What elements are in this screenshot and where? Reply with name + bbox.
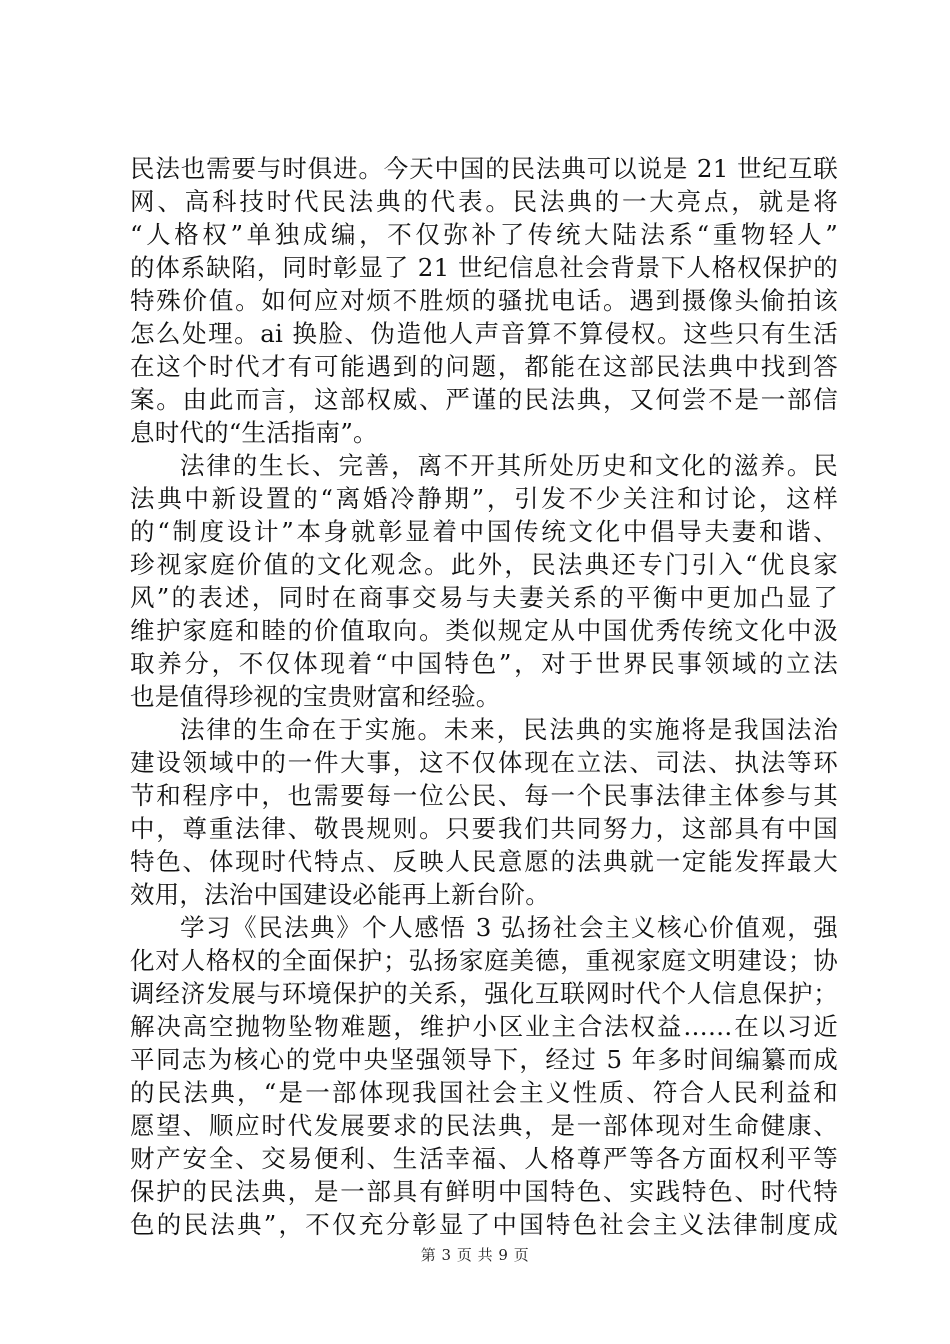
text-line: 案。由此而言，这部权威、严谨的民法典，又何尝不是一部信 xyxy=(130,385,838,414)
text-line: 特殊价值。如何应对烦不胜烦的骚扰电话。遇到摄像头偷拍该 xyxy=(130,286,838,315)
paragraph-start-line: 法律的生命在于实施。未来，民法典的实施将是我国法治 xyxy=(180,715,838,744)
text-line: 特色、体现时代特点、反映人民意愿的法典就一定能发挥最大 xyxy=(130,847,838,876)
text-line: 效用，法治中国建设必能再上新台阶。 xyxy=(130,880,550,909)
text-line: 调经济发展与环境保护的关系，强化互联网时代个人信息保护； xyxy=(130,979,838,1008)
text-line: 解决高空抛物坠物难题，维护小区业主合法权益……在以习近 xyxy=(130,1012,838,1041)
paragraph-start-line: 学习《民法典》个人感悟 3 弘扬社会主义核心价值观，强 xyxy=(180,913,838,942)
text-line: 的“制度设计”本身就彰显着中国传统文化中倡导夫妻和谐、 xyxy=(130,517,838,546)
text-line: 中，尊重法律、敬畏规则。只要我们共同努力，这部具有中国 xyxy=(130,814,838,843)
text-line: 平同志为核心的党中央坚强领导下，经过 5 年多时间编纂而成 xyxy=(130,1045,838,1074)
text-line: 的体系缺陷，同时彰显了 21 世纪信息社会背景下人格权保护的 xyxy=(130,253,838,282)
text-line: 维护家庭和睦的价值取向。类似规定从中国优秀传统文化中汲 xyxy=(130,616,838,645)
text-line: 建设领域中的一件大事，这不仅体现在立法、司法、执法等环 xyxy=(130,748,838,777)
text-line: 法典中新设置的“离婚冷静期”，引发不少关注和讨论，这样 xyxy=(130,484,838,513)
text-line: 财产安全、交易便利、生活幸福、人格尊严等各方面权利平等 xyxy=(130,1144,838,1173)
text-line: 化对人格权的全面保护；弘扬家庭美德，重视家庭文明建设；协 xyxy=(130,946,838,975)
page-number-footer: 第 3 页 共 9 页 xyxy=(420,1246,530,1264)
text-line: 珍视家庭价值的文化观念。此外，民法典还专门引入“优良家 xyxy=(130,550,838,579)
text-line: 民法也需要与时俱进。今天中国的民法典可以说是 21 世纪互联 xyxy=(130,154,838,183)
text-line: 保护的民法典，是一部具有鲜明中国特色、实践特色、时代特 xyxy=(130,1177,838,1206)
text-line: 也是值得珍视的宝贵财富和经验。 xyxy=(130,682,501,711)
text-line: 风”的表述，同时在商事交易与夫妻关系的平衡中更加凸显了 xyxy=(130,583,838,612)
text-line: “人格权”单独成编，不仅弥补了传统大陆法系“重物轻人” xyxy=(130,220,838,249)
text-line: 怎么处理。ai 换脸、伪造他人声音算不算侵权。这些只有生活 xyxy=(130,319,838,348)
text-line: 色的民法典”，不仅充分彰显了中国特色社会主义法律制度成 xyxy=(130,1210,838,1239)
text-line: 愿望、顺应时代发展要求的民法典，是一部体现对生命健康、 xyxy=(130,1111,838,1140)
text-line: 在这个时代才有可能遇到的问题，都能在这部民法典中找到答 xyxy=(130,352,838,381)
text-line: 节和程序中，也需要每一位公民、每一个民事法律主体参与其 xyxy=(130,781,838,810)
text-line: 网、高科技时代民法典的代表。民法典的一大亮点，就是将 xyxy=(130,187,838,216)
text-line: 的民法典，“是一部体现我国社会主义性质、符合人民利益和 xyxy=(130,1078,838,1107)
paragraph-start-line: 法律的生长、完善，离不开其所处历史和文化的滋养。民 xyxy=(180,451,838,480)
body-text xyxy=(130,152,838,1241)
text-line: 息时代的“生活指南”。 xyxy=(130,418,378,447)
text-line: 取养分，不仅体现着“中国特色”，对于世界民事领域的立法 xyxy=(130,649,838,678)
